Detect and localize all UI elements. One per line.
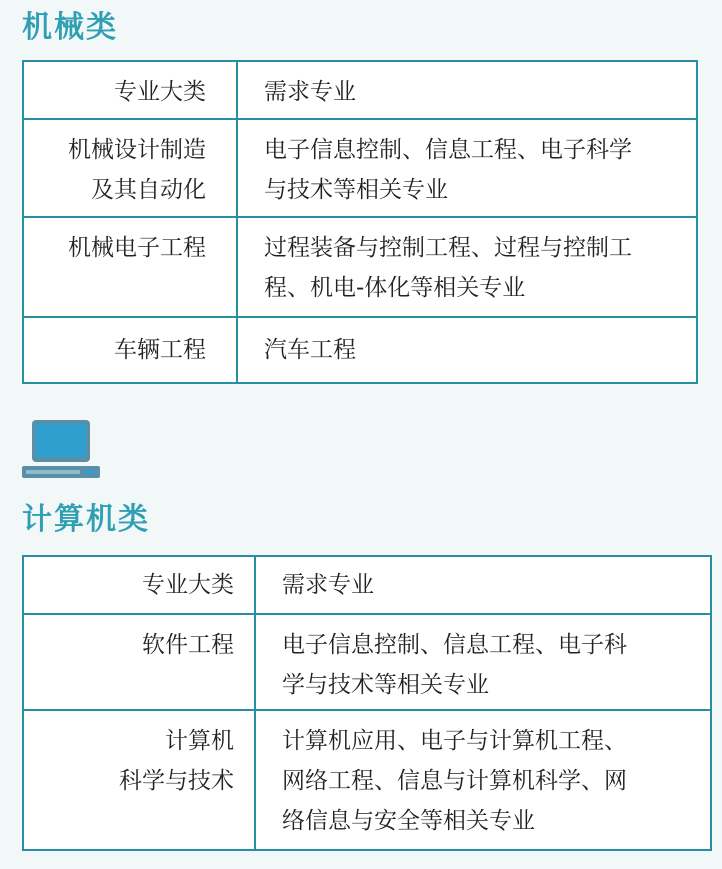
category-cell xyxy=(23,710,255,850)
category-line: 车辆工程 xyxy=(114,337,206,363)
majors-line: 电子信息控制、信息工程、电子科学 xyxy=(264,137,632,163)
table-header-row xyxy=(23,61,697,119)
majors-line: 程、机电-体化等相关专业 xyxy=(264,275,526,301)
section-title-mechanical: 机械类 xyxy=(22,10,118,45)
table-row xyxy=(23,317,697,383)
majors-cell xyxy=(255,710,711,850)
category-line: 及其自动化 xyxy=(91,177,206,203)
section-title-computer: 计算机类 xyxy=(22,502,150,537)
header-category: 专业大类 xyxy=(23,556,255,614)
majors-line: 电子信息控制、信息工程、电子科 xyxy=(282,632,627,658)
category-line: 软件工程 xyxy=(142,632,234,658)
category-cell xyxy=(23,317,237,383)
category-cell xyxy=(23,119,237,217)
majors-line: 汽车工程 xyxy=(264,337,356,363)
header-majors: 需求专业 xyxy=(237,61,697,119)
header-category: 专业大类 xyxy=(23,61,237,119)
majors-cell xyxy=(237,317,697,383)
table-row xyxy=(23,119,697,217)
majors-line: 与技术等相关专业 xyxy=(264,177,448,203)
table-row xyxy=(23,614,711,710)
majors-line: 过程装备与控制工程、过程与控制工 xyxy=(264,235,632,261)
mechanical-majors-table xyxy=(22,60,698,384)
majors-line: 络信息与安全等相关专业 xyxy=(282,808,535,834)
computer-icon xyxy=(22,420,112,482)
majors-cell xyxy=(237,119,697,217)
category-line: 计算机 xyxy=(165,728,234,754)
category-cell xyxy=(23,614,255,710)
majors-cell xyxy=(237,217,697,317)
table-row xyxy=(23,217,697,317)
table-header-row xyxy=(23,556,711,614)
majors-line: 网络工程、信息与计算机科学、网 xyxy=(282,768,627,794)
majors-cell xyxy=(255,614,711,710)
majors-line: 计算机应用、电子与计算机工程、 xyxy=(282,728,627,754)
majors-line: 学与技术等相关专业 xyxy=(282,672,489,698)
header-majors: 需求专业 xyxy=(255,556,711,614)
category-line: 机械设计制造 xyxy=(68,137,206,163)
computer-majors-table xyxy=(22,555,712,851)
category-line: 机械电子工程 xyxy=(68,235,206,261)
category-cell xyxy=(23,217,237,317)
table-row xyxy=(23,710,711,850)
category-line: 科学与技术 xyxy=(119,768,234,794)
